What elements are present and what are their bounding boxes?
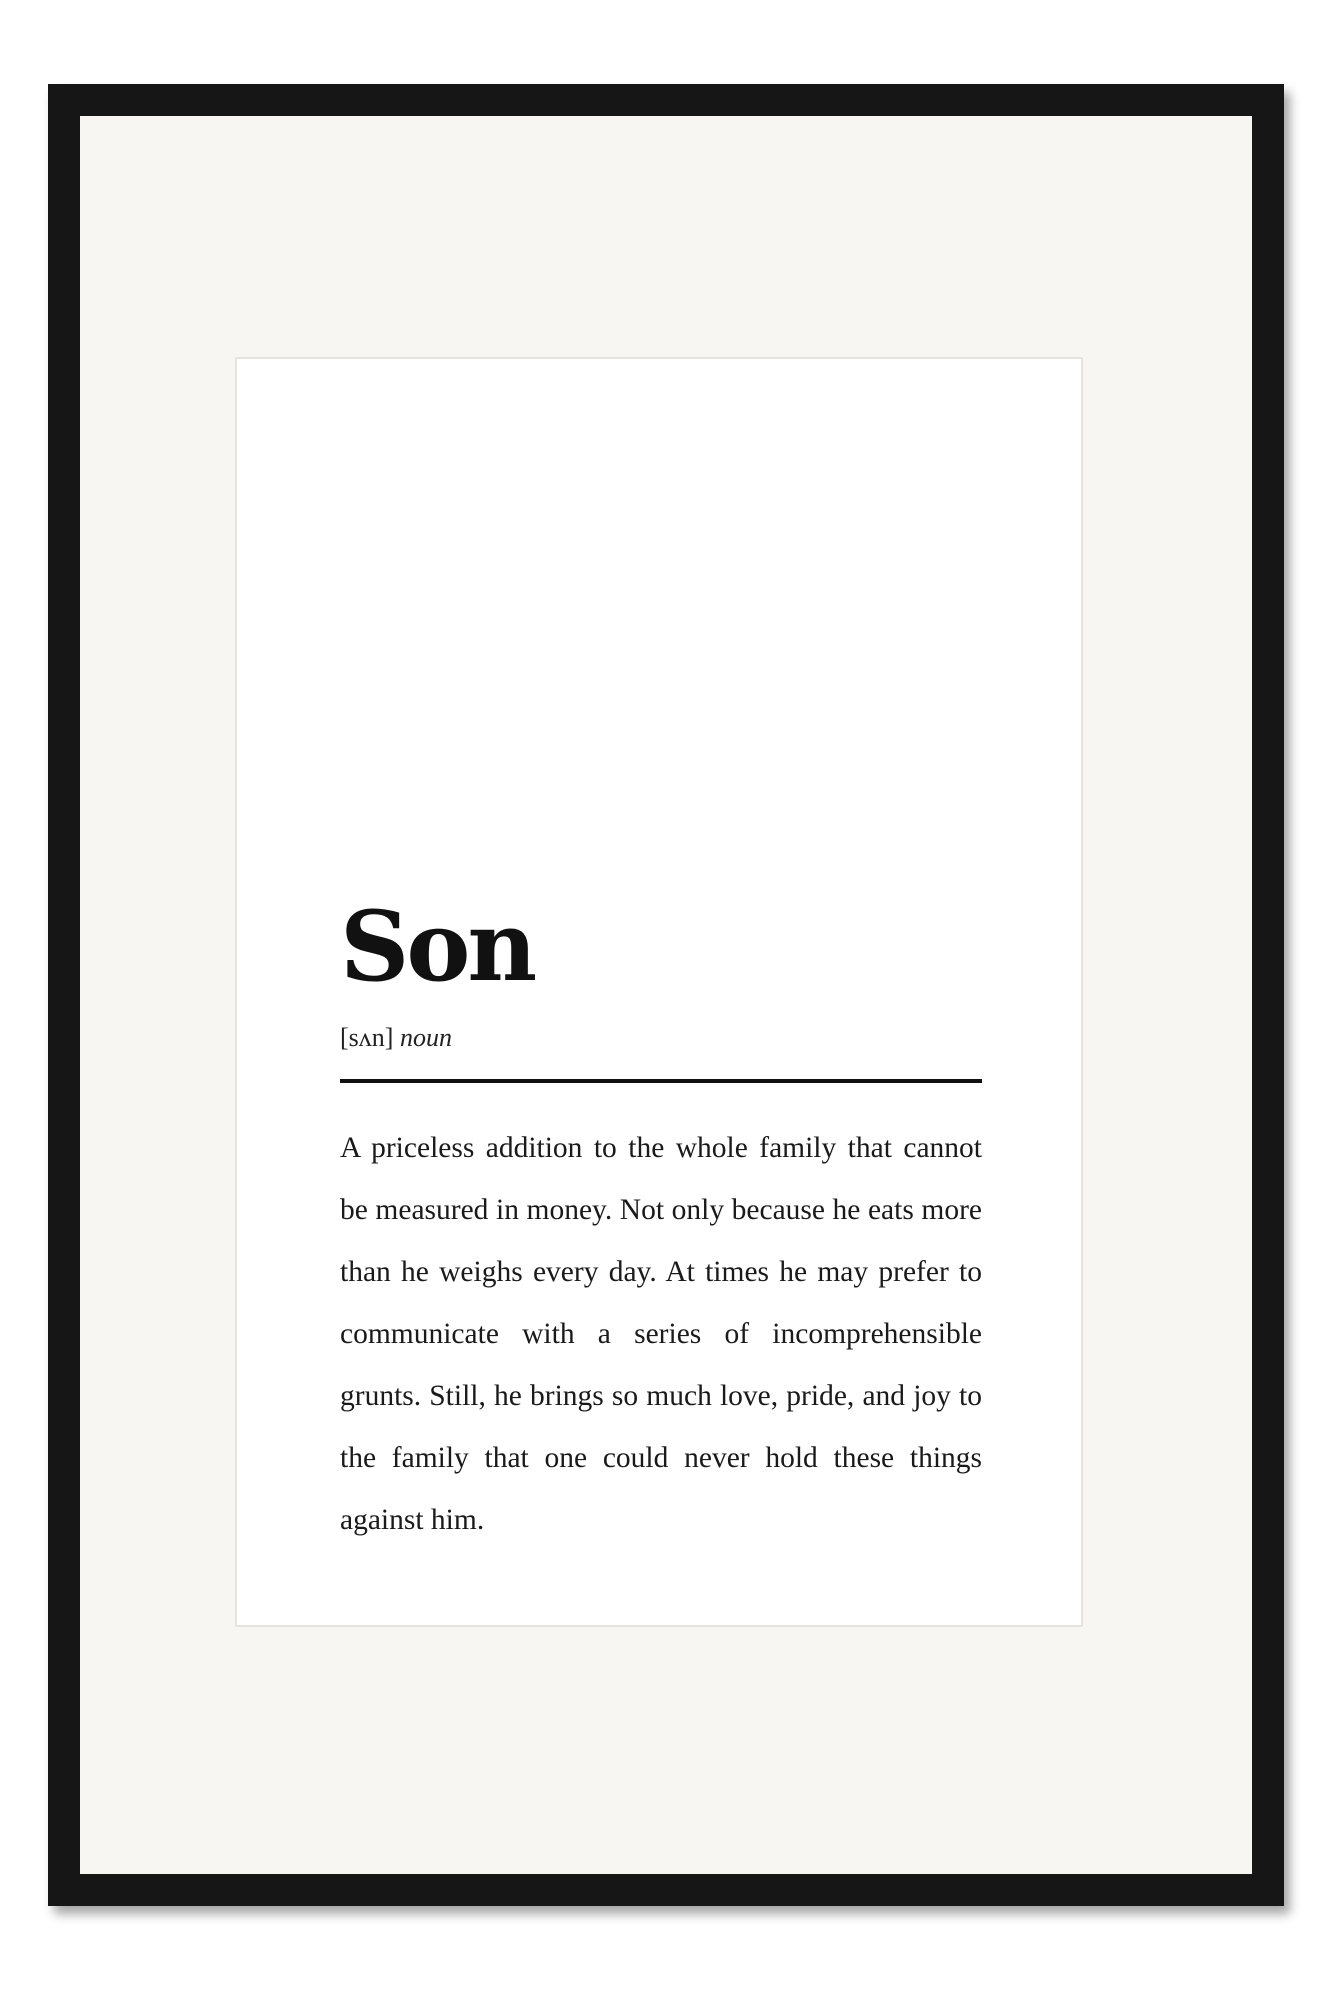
definition-text: A priceless addition to the whole family that cannot be measured in money. Not only because he eats more than he weighs every day. At times he may prefer to communicate with a series of incomprehensible grunts. Still, he brings so much love, pride, and joy to the family that one could never hold these things against him. [340, 1132, 982, 1536]
poster-print [235, 357, 1083, 1627]
part-of-speech: noun [399, 1023, 452, 1052]
divider-rule [340, 1079, 982, 1083]
dictionary-entry [340, 890, 982, 1581]
entry-word: Son [340, 890, 535, 1003]
pronunciation-line [340, 1025, 982, 1051]
pronunciation: [sʌn] [340, 1023, 394, 1052]
